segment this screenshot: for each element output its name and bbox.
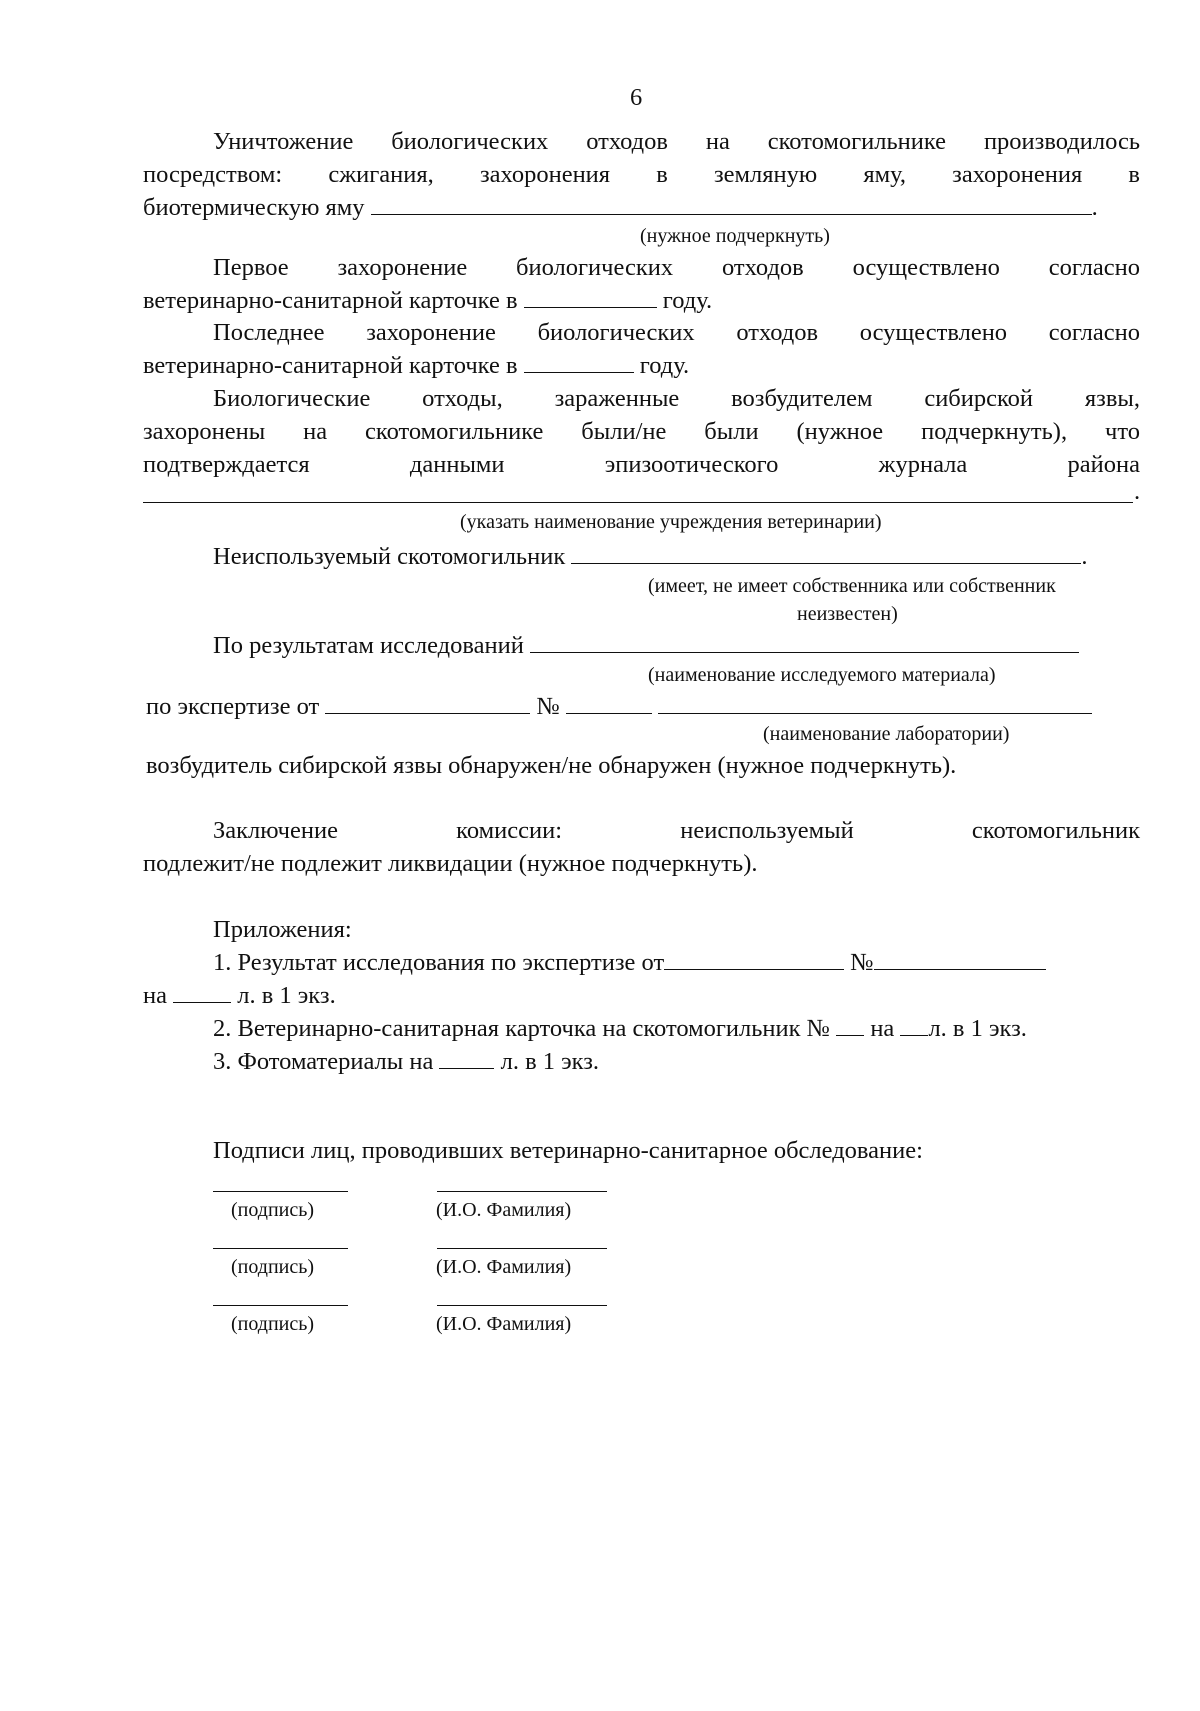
p3-year-blank (524, 352, 634, 373)
attachment-1-na: на (143, 982, 167, 1009)
p1-line-3-end: . (1091, 194, 1098, 221)
p4-line-1: Биологические отходы, зараженные возбудителем сибирской язвы, (213, 385, 1140, 412)
p2-year-blank (524, 287, 657, 308)
name-line-1 (437, 1191, 607, 1192)
attachment-3-text: 3. Фотоматериалы на (213, 1048, 434, 1075)
conclusion-line-2: подлежит/не подлежит ликвидации (нужное подчеркнуть). (143, 850, 758, 877)
p5-end: . (1081, 543, 1088, 570)
attachment-3-pages-text: л. в 1 экз. (500, 1048, 600, 1075)
name-caption-3: (И.О. Фамилия) (436, 1313, 572, 1335)
attachment-2-text: 2. Ветеринарно-санитарная карточка на скотомогильник № (213, 1015, 831, 1042)
attachment-2-pages-blank (900, 1015, 928, 1036)
attachment-2-na: на (870, 1015, 895, 1042)
p6-line-2 (146, 693, 1092, 721)
p3-line-1: Последнее захоронение биологических отходов осуществлено согласно (213, 319, 1140, 346)
signature-caption-1: (подпись) (231, 1199, 315, 1221)
attachment-2-number-blank (836, 1015, 864, 1036)
attachment-1-pages-blank (173, 982, 231, 1003)
attachment-3 (213, 1048, 599, 1076)
attachment-1-pages-text: л. в 1 экз. (237, 982, 336, 1009)
signatures-title: Подписи лиц, проводивших ветеринарно-санитарное обследование: (213, 1137, 923, 1164)
p3-line-2 (143, 352, 1140, 380)
p4-blank-line (143, 502, 1133, 503)
p6-line-1 (213, 632, 1079, 660)
p6-lab-blank (658, 693, 1092, 714)
signature-line-3 (213, 1305, 348, 1306)
p3-line-2-end: году. (639, 352, 690, 379)
p6-expertise-label: по экспертизе от (146, 693, 320, 720)
p2-line-2-text: ветеринарно-санитарной карточке в (143, 287, 518, 314)
attachment-3-pages-blank (439, 1048, 494, 1069)
name-line-2 (437, 1248, 607, 1249)
p6-line-3: возбудитель сибирской язвы обнаружен/не обнаружен (нужное подчеркнуть). (146, 752, 957, 779)
p6-caption: (наименование исследуемого материала) (648, 664, 996, 686)
p6-material-blank (530, 632, 1079, 653)
signature-line-2 (213, 1248, 348, 1249)
p4-caption: (указать наименование учреждения ветеринарии) (460, 511, 882, 533)
p1-caption: (нужное подчеркнуть) (640, 225, 830, 247)
p2-line-2 (143, 287, 1140, 315)
signature-caption-2: (подпись) (231, 1256, 315, 1278)
name-caption-2: (И.О. Фамилия) (436, 1256, 572, 1278)
p2-line-2-end: году. (662, 287, 713, 314)
p5-caption-1: (имеет, не имеет собственника или собственник (648, 575, 1056, 597)
attachment-2 (213, 1015, 1027, 1043)
p5-line (213, 543, 1087, 571)
attachment-1 (213, 949, 1046, 977)
p4-line-2: захоронены на скотомогильнике были/не были (нужное подчеркнуть), что (143, 418, 1140, 445)
signature-caption-3: (подпись) (231, 1313, 315, 1335)
page-number: 6 (630, 84, 643, 111)
p6-text: По результатам исследований (213, 632, 524, 659)
p1-line-1: Уничтожение биологических отходов на скотомогильнике производилось (213, 128, 1140, 155)
p4-line-3: подтверждается данными эпизоотического журнала района (143, 451, 1140, 478)
p5-text: Неиспользуемый скотомогильник (213, 543, 566, 570)
attachment-1-number-blank (874, 949, 1046, 970)
p3-line-2-text: ветеринарно-санитарной карточке в (143, 352, 518, 379)
p1-line-2: посредством: сжигания, захоронения в земляную яму, захоронения в (143, 161, 1140, 188)
p4-line-4-end: . (1134, 478, 1141, 505)
attachment-1-text: 1. Результат исследования по экспертизе от (213, 949, 665, 976)
signature-line-1 (213, 1191, 348, 1192)
p6-number-blank (566, 693, 652, 714)
p6-number-sign: № (536, 693, 560, 720)
attachment-1-number-sign: № (850, 949, 874, 976)
p5-blank (571, 543, 1081, 564)
attachment-1-date-blank (664, 949, 844, 970)
attachment-1-continued (143, 982, 336, 1010)
p6-caption-2: (наименование лаборатории) (763, 723, 1010, 745)
attachment-2-pages-text: л. в 1 экз. (928, 1015, 1027, 1042)
p6-date-blank (325, 693, 530, 714)
attachments-title: Приложения: (213, 916, 352, 943)
p2-line-1: Первое захоронение биологических отходов осуществлено согласно (213, 254, 1140, 281)
name-caption-1: (И.О. Фамилия) (436, 1199, 572, 1221)
conclusion-line-1: Заключение комиссии: неиспользуемый скотомогильник (213, 817, 1140, 844)
name-line-3 (437, 1305, 607, 1306)
p1-line-3-text: биотермическую яму (143, 194, 365, 221)
p1-blank (371, 194, 1092, 215)
p1-line-3 (143, 194, 1140, 222)
p5-caption-2: неизвестен) (797, 603, 898, 625)
